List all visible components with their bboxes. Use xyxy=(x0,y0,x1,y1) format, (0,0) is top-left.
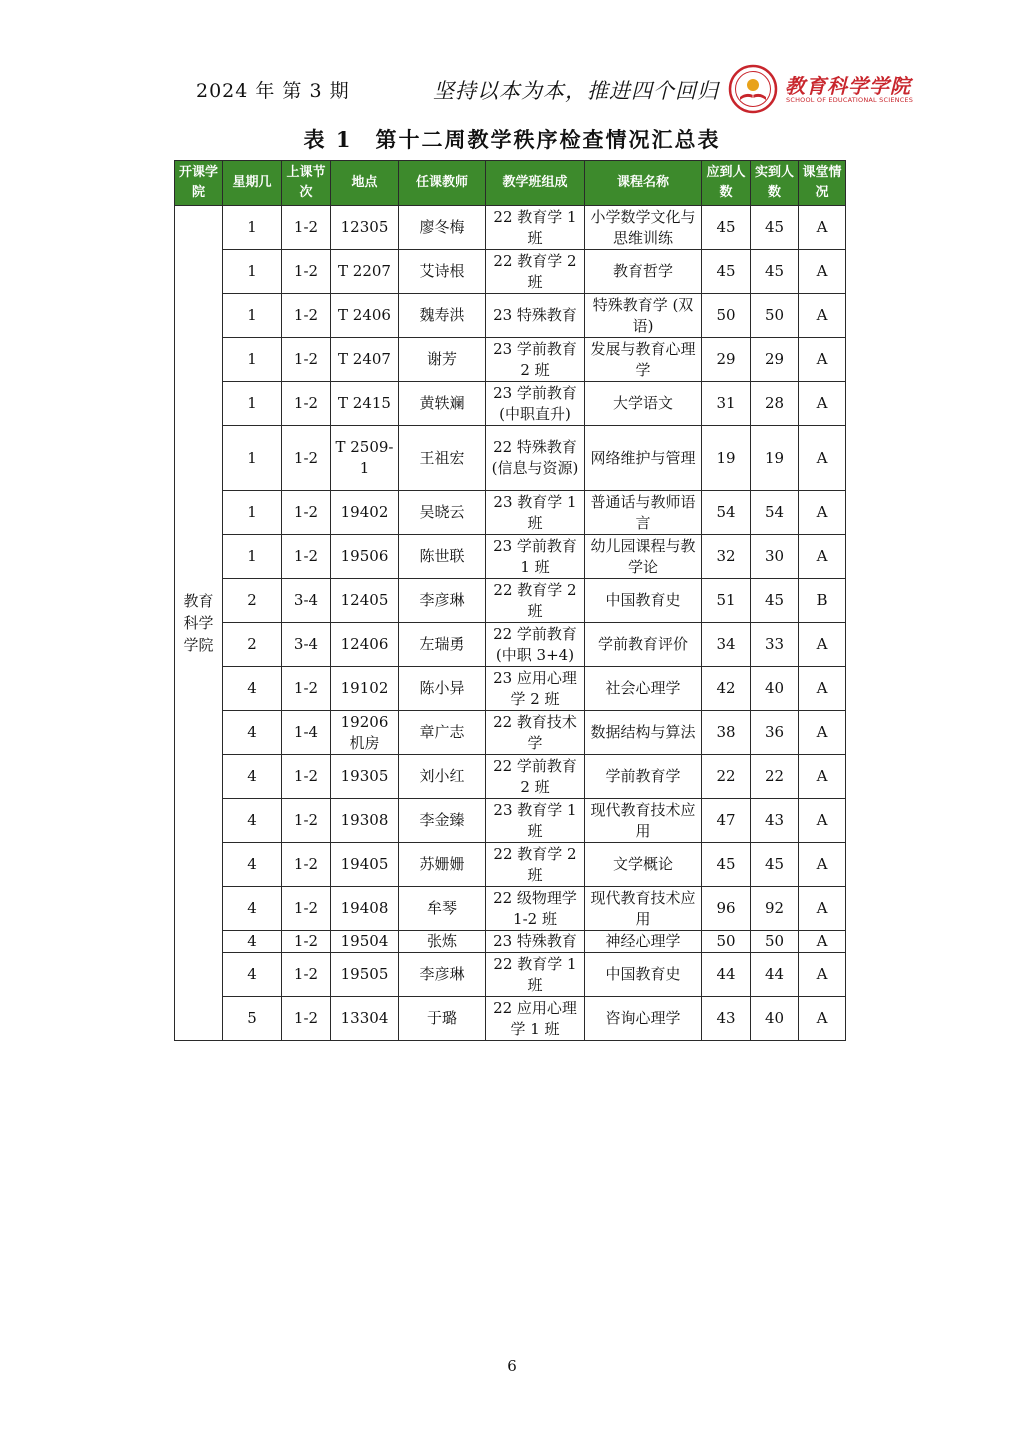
cell-actual: 54 xyxy=(751,491,799,535)
table-title: 表 1 第十二周教学秩序检查情况汇总表 xyxy=(303,127,721,152)
cell-day: 5 xyxy=(223,997,282,1041)
cell-course: 发展与教育心理学 xyxy=(585,338,702,382)
col-header-college: 开课学院 xyxy=(175,161,223,206)
cell-class: 22 级物理学 1-2 班 xyxy=(486,887,585,931)
cell-status: B xyxy=(799,579,846,623)
inspection-summary-table xyxy=(174,160,846,1041)
table-row xyxy=(175,667,846,711)
cell-course: 大学语文 xyxy=(585,382,702,426)
cell-teacher: 章广志 xyxy=(399,711,486,755)
cell-college: 教育科学学院 xyxy=(175,206,223,1041)
cell-room: T 2415 xyxy=(331,382,399,426)
cell-teacher: 于璐 xyxy=(399,997,486,1041)
cell-class: 22 教育学 2 班 xyxy=(486,843,585,887)
cell-actual: 45 xyxy=(751,206,799,250)
cell-day: 4 xyxy=(223,755,282,799)
cell-expected: 31 xyxy=(702,382,751,426)
cell-room: 19504 xyxy=(331,931,399,953)
cell-expected: 50 xyxy=(702,294,751,338)
cell-expected: 51 xyxy=(702,579,751,623)
cell-actual: 50 xyxy=(751,294,799,338)
cell-day: 4 xyxy=(223,931,282,953)
cell-class: 22 教育学 2 班 xyxy=(486,250,585,294)
cell-day: 4 xyxy=(223,953,282,997)
cell-room: 19102 xyxy=(331,667,399,711)
cell-status: A xyxy=(799,623,846,667)
cell-course: 学前教育学 xyxy=(585,755,702,799)
cell-day: 4 xyxy=(223,667,282,711)
cell-teacher: 牟琴 xyxy=(399,887,486,931)
cell-teacher: 陈小异 xyxy=(399,667,486,711)
cell-actual: 43 xyxy=(751,799,799,843)
cell-teacher: 廖冬梅 xyxy=(399,206,486,250)
cell-room: 12406 xyxy=(331,623,399,667)
cell-expected: 34 xyxy=(702,623,751,667)
cell-teacher: 苏姗姗 xyxy=(399,843,486,887)
cell-room: 19305 xyxy=(331,755,399,799)
cell-actual: 40 xyxy=(751,667,799,711)
cell-course: 特殊教育学 (双语) xyxy=(585,294,702,338)
cell-teacher: 左瑞勇 xyxy=(399,623,486,667)
cell-course: 中国教育史 xyxy=(585,579,702,623)
cell-class: 22 特殊教育 (信息与资源) xyxy=(486,426,585,491)
cell-expected: 22 xyxy=(702,755,751,799)
table-row xyxy=(175,953,846,997)
cell-teacher: 魏寿洪 xyxy=(399,294,486,338)
table-row xyxy=(175,579,846,623)
cell-course: 咨询心理学 xyxy=(585,997,702,1041)
cell-teacher: 刘小红 xyxy=(399,755,486,799)
cell-period: 3-4 xyxy=(282,579,331,623)
cell-actual: 29 xyxy=(751,338,799,382)
cell-day: 1 xyxy=(223,426,282,491)
cell-class: 22 教育学 1 班 xyxy=(486,206,585,250)
cell-period: 1-2 xyxy=(282,931,331,953)
cell-period: 1-2 xyxy=(282,426,331,491)
cell-period: 1-2 xyxy=(282,491,331,535)
cell-day: 1 xyxy=(223,535,282,579)
cell-expected: 43 xyxy=(702,997,751,1041)
cell-expected: 45 xyxy=(702,843,751,887)
cell-day: 2 xyxy=(223,623,282,667)
cell-teacher: 李彦琳 xyxy=(399,953,486,997)
table-row xyxy=(175,426,846,491)
table-row xyxy=(175,799,846,843)
cell-period: 1-2 xyxy=(282,206,331,250)
cell-status: A xyxy=(799,887,846,931)
cell-status: A xyxy=(799,338,846,382)
cell-course: 数据结构与算法 xyxy=(585,711,702,755)
cell-period: 1-4 xyxy=(282,711,331,755)
cell-day: 1 xyxy=(223,491,282,535)
cell-day: 1 xyxy=(223,338,282,382)
table-row xyxy=(175,382,846,426)
cell-teacher: 李金臻 xyxy=(399,799,486,843)
cell-class: 23 学前教育 1 班 xyxy=(486,535,585,579)
cell-period: 1-2 xyxy=(282,997,331,1041)
cell-class: 23 教育学 1 班 xyxy=(486,799,585,843)
cell-status: A xyxy=(799,535,846,579)
cell-room: T 2509-1 xyxy=(331,426,399,491)
school-emblem-icon xyxy=(728,64,778,114)
cell-class: 23 应用心理学 2 班 xyxy=(486,667,585,711)
table-row xyxy=(175,755,846,799)
cell-class: 23 特殊教育 xyxy=(486,931,585,953)
cell-course: 普通话与教师语言 xyxy=(585,491,702,535)
cell-period: 1-2 xyxy=(282,799,331,843)
cell-actual: 33 xyxy=(751,623,799,667)
col-header-expected: 应到人数 xyxy=(702,161,751,206)
cell-class: 23 教育学 1 班 xyxy=(486,491,585,535)
slogan: 坚持以本为本，推进四个回归 xyxy=(433,79,719,103)
cell-class: 22 学前教育 2 班 xyxy=(486,755,585,799)
cell-course: 中国教育史 xyxy=(585,953,702,997)
cell-expected: 32 xyxy=(702,535,751,579)
cell-teacher: 吴晓云 xyxy=(399,491,486,535)
cell-actual: 44 xyxy=(751,953,799,997)
cell-day: 4 xyxy=(223,799,282,843)
cell-status: A xyxy=(799,755,846,799)
page-number: 6 xyxy=(507,1357,517,1375)
cell-room: 19402 xyxy=(331,491,399,535)
cell-expected: 29 xyxy=(702,338,751,382)
cell-status: A xyxy=(799,294,846,338)
cell-room: 19206 机房 xyxy=(331,711,399,755)
table-row xyxy=(175,294,846,338)
cell-actual: 22 xyxy=(751,755,799,799)
col-header-period: 上课节次 xyxy=(282,161,331,206)
col-header-teacher: 任课教师 xyxy=(399,161,486,206)
cell-period: 1-2 xyxy=(282,667,331,711)
col-header-day: 星期几 xyxy=(223,161,282,206)
cell-day: 2 xyxy=(223,579,282,623)
col-header-room: 地点 xyxy=(331,161,399,206)
table-row xyxy=(175,250,846,294)
cell-room: T 2407 xyxy=(331,338,399,382)
cell-expected: 47 xyxy=(702,799,751,843)
cell-status: A xyxy=(799,491,846,535)
cell-period: 1-2 xyxy=(282,294,331,338)
cell-actual: 92 xyxy=(751,887,799,931)
cell-expected: 45 xyxy=(702,250,751,294)
cell-class: 23 特殊教育 xyxy=(486,294,585,338)
cell-course: 教育哲学 xyxy=(585,250,702,294)
cell-class: 22 学前教育 (中职 3+4) xyxy=(486,623,585,667)
cell-teacher: 王祖宏 xyxy=(399,426,486,491)
col-header-course: 课程名称 xyxy=(585,161,702,206)
cell-actual: 45 xyxy=(751,579,799,623)
cell-class: 23 学前教育 2 班 xyxy=(486,338,585,382)
table-row xyxy=(175,491,846,535)
cell-expected: 96 xyxy=(702,887,751,931)
cell-expected: 42 xyxy=(702,667,751,711)
cell-status: A xyxy=(799,711,846,755)
cell-teacher: 谢芳 xyxy=(399,338,486,382)
cell-teacher: 张炼 xyxy=(399,931,486,953)
cell-period: 1-2 xyxy=(282,382,331,426)
col-header-status: 课堂情况 xyxy=(799,161,846,206)
cell-day: 4 xyxy=(223,843,282,887)
cell-period: 3-4 xyxy=(282,623,331,667)
cell-day: 4 xyxy=(223,711,282,755)
table-row xyxy=(175,623,846,667)
cell-course: 幼儿园课程与教学论 xyxy=(585,535,702,579)
cell-teacher: 李彦琳 xyxy=(399,579,486,623)
cell-period: 1-2 xyxy=(282,887,331,931)
logo-subtitle: SCHOOL OF EDUCATIONAL SCIENCES xyxy=(786,96,914,104)
cell-status: A xyxy=(799,931,846,953)
table-row xyxy=(175,711,846,755)
cell-room: 12305 xyxy=(331,206,399,250)
cell-actual: 50 xyxy=(751,931,799,953)
cell-course: 网络维护与管理 xyxy=(585,426,702,491)
cell-class: 22 教育学 1 班 xyxy=(486,953,585,997)
cell-class: 23 学前教育 (中职直升) xyxy=(486,382,585,426)
cell-room: 19506 xyxy=(331,535,399,579)
cell-expected: 19 xyxy=(702,426,751,491)
cell-course: 社会心理学 xyxy=(585,667,702,711)
table-row xyxy=(175,931,846,953)
cell-period: 1-2 xyxy=(282,338,331,382)
cell-actual: 45 xyxy=(751,250,799,294)
cell-expected: 50 xyxy=(702,931,751,953)
table-row xyxy=(175,887,846,931)
cell-class: 22 教育学 2 班 xyxy=(486,579,585,623)
cell-expected: 45 xyxy=(702,206,751,250)
cell-status: A xyxy=(799,426,846,491)
cell-room: T 2207 xyxy=(331,250,399,294)
cell-actual: 19 xyxy=(751,426,799,491)
cell-actual: 30 xyxy=(751,535,799,579)
cell-day: 4 xyxy=(223,887,282,931)
cell-status: A xyxy=(799,667,846,711)
cell-class: 22 教育技术学 xyxy=(486,711,585,755)
cell-status: A xyxy=(799,953,846,997)
logo-name: 教育科学学院 xyxy=(785,74,911,98)
table-header-row xyxy=(175,161,846,206)
cell-day: 1 xyxy=(223,382,282,426)
cell-status: A xyxy=(799,206,846,250)
table-row xyxy=(175,997,846,1041)
cell-room: 19505 xyxy=(331,953,399,997)
cell-period: 1-2 xyxy=(282,843,331,887)
cell-course: 现代教育技术应用 xyxy=(585,799,702,843)
cell-status: A xyxy=(799,997,846,1041)
cell-period: 1-2 xyxy=(282,953,331,997)
cell-teacher: 陈世联 xyxy=(399,535,486,579)
cell-teacher: 艾诗根 xyxy=(399,250,486,294)
cell-status: A xyxy=(799,843,846,887)
cell-day: 1 xyxy=(223,294,282,338)
cell-status: A xyxy=(799,250,846,294)
cell-room: 19405 xyxy=(331,843,399,887)
cell-expected: 54 xyxy=(702,491,751,535)
cell-period: 1-2 xyxy=(282,535,331,579)
cell-course: 文学概论 xyxy=(585,843,702,887)
cell-room: 19308 xyxy=(331,799,399,843)
cell-period: 1-2 xyxy=(282,250,331,294)
cell-day: 1 xyxy=(223,250,282,294)
cell-period: 1-2 xyxy=(282,755,331,799)
cell-actual: 45 xyxy=(751,843,799,887)
cell-status: A xyxy=(799,799,846,843)
cell-day: 1 xyxy=(223,206,282,250)
cell-actual: 36 xyxy=(751,711,799,755)
cell-status: A xyxy=(799,382,846,426)
cell-room: 19408 xyxy=(331,887,399,931)
table-row xyxy=(175,843,846,887)
school-logo xyxy=(728,64,928,114)
table-row xyxy=(175,206,846,250)
cell-room: 12405 xyxy=(331,579,399,623)
cell-course: 神经心理学 xyxy=(585,931,702,953)
cell-course: 现代教育技术应用 xyxy=(585,887,702,931)
table-row xyxy=(175,338,846,382)
cell-actual: 28 xyxy=(751,382,799,426)
issue-label: 2024 年 第 3 期 xyxy=(196,80,350,102)
cell-teacher: 黄轶斓 xyxy=(399,382,486,426)
cell-expected: 44 xyxy=(702,953,751,997)
cell-room: T 2406 xyxy=(331,294,399,338)
cell-expected: 38 xyxy=(702,711,751,755)
table-row xyxy=(175,535,846,579)
page-header xyxy=(0,0,1024,130)
cell-room: 13304 xyxy=(331,997,399,1041)
cell-course: 学前教育评价 xyxy=(585,623,702,667)
col-header-actual: 实到人数 xyxy=(751,161,799,206)
cell-actual: 40 xyxy=(751,997,799,1041)
cell-course: 小学数学文化与思维训练 xyxy=(585,206,702,250)
col-header-class: 教学班组成 xyxy=(486,161,585,206)
cell-class: 22 应用心理学 1 班 xyxy=(486,997,585,1041)
